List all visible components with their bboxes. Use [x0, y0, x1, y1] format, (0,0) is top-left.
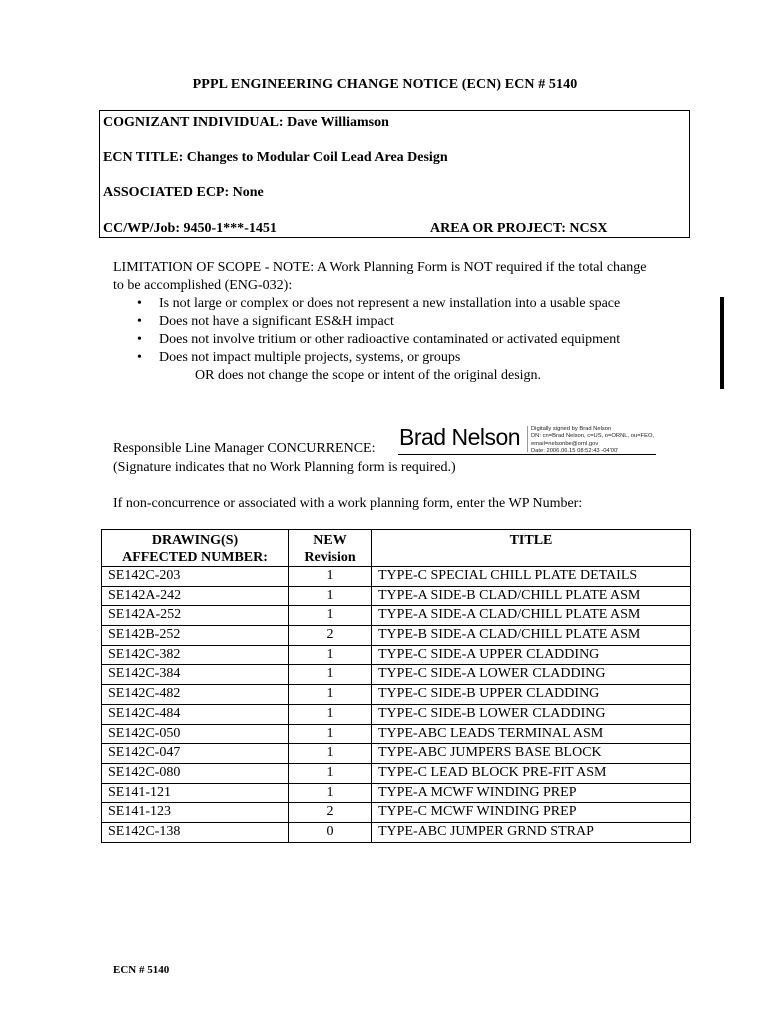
drawing-number-cell: SE142A-242	[102, 586, 289, 606]
area-or-project: AREA OR PROJECT: NCSX	[430, 221, 608, 236]
table-header-row	[102, 530, 691, 567]
title-cell: TYPE-C MCWF WINDING PREP	[372, 803, 691, 823]
title-cell: TYPE-A SIDE-B CLAD/CHILL PLATE ASM	[372, 586, 691, 606]
table-row	[102, 645, 691, 665]
title-cell: TYPE-C SIDE-A UPPER CLADDING	[372, 645, 691, 665]
list-item: • Does not impact multiple projects, systems, or groups	[137, 350, 461, 365]
drawing-number-cell: SE141-123	[102, 803, 289, 823]
ecn-title: ECN TITLE: Changes to Modular Coil Lead Area Design	[103, 150, 448, 165]
title-cell: TYPE-ABC JUMPER GRND STRAP	[372, 822, 691, 842]
change-bar	[720, 297, 724, 389]
revision-cell: 1	[289, 606, 372, 626]
table-row	[102, 822, 691, 842]
table-row	[102, 606, 691, 626]
bullet-icon: •	[137, 350, 142, 365]
title-cell: TYPE-C SIDE-A LOWER CLADDING	[372, 665, 691, 685]
drawing-number-cell: SE141-121	[102, 783, 289, 803]
revision-cell: 1	[289, 704, 372, 724]
revision-cell: 1	[289, 724, 372, 744]
drawing-number-cell: SE142C-484	[102, 704, 289, 724]
signature-note: (Signature indicates that no Work Planning form is required.)	[113, 460, 456, 475]
revision-cell: 1	[289, 665, 372, 685]
revision-cell: 1	[289, 567, 372, 587]
revision-cell: 2	[289, 803, 372, 823]
drawing-number-cell: SE142C-050	[102, 724, 289, 744]
list-item: • Is not large or complex or does not represent a new installation into a usable space	[137, 296, 621, 311]
cognizant-individual: COGNIZANT INDIVIDUAL: Dave Williamson	[103, 115, 389, 130]
associated-ecp: ASSOCIATED ECP: None	[103, 185, 264, 200]
table-row	[102, 763, 691, 783]
table-row	[102, 567, 691, 587]
concurrence-label: Responsible Line Manager CONCURRENCE:	[113, 441, 376, 456]
limitation-bullets	[113, 295, 650, 385]
table-row	[102, 665, 691, 685]
list-item: • Does not involve tritium or other radioactive contaminated or activated equipment	[137, 332, 621, 347]
header-new-revision: NEW Revision	[289, 530, 372, 567]
or-clause: OR does not change the scope or intent of the original design.	[195, 368, 542, 383]
header-drawing-number: DRAWING(S) AFFECTED NUMBER:	[102, 530, 289, 567]
drawings-table	[101, 529, 691, 843]
cc-wp-job: CC/WP/Job: 9450-1***-1451	[103, 221, 277, 236]
table-row	[102, 744, 691, 764]
drawing-number-cell: SE142C-482	[102, 685, 289, 705]
revision-cell: 2	[289, 626, 372, 646]
drawing-number-cell: SE142C-080	[102, 763, 289, 783]
revision-cell: 1	[289, 744, 372, 764]
table-row	[102, 803, 691, 823]
drawing-number-cell: SE142A-252	[102, 606, 289, 626]
title-cell: TYPE-A SIDE-A CLAD/CHILL PLATE ASM	[372, 606, 691, 626]
revision-cell: 1	[289, 645, 372, 665]
drawing-number-cell: SE142C-382	[102, 645, 289, 665]
table-row	[102, 626, 691, 646]
footer-ecn-number: ECN # 5140	[113, 964, 170, 976]
revision-cell: 1	[289, 783, 372, 803]
bullet-icon: •	[137, 314, 142, 329]
table-row	[102, 586, 691, 606]
title-cell: TYPE-ABC LEADS TERMINAL ASM	[372, 724, 691, 744]
non-concurrence-note: If non-concurrence or associated with a work planning form, enter the WP Number:	[113, 496, 583, 511]
title-cell: TYPE-C SPECIAL CHILL PLATE DETAILS	[372, 567, 691, 587]
revision-cell: 1	[289, 586, 372, 606]
list-item: • Does not have a significant ES&H impact	[137, 314, 394, 329]
signature-line	[398, 454, 656, 455]
table-row	[102, 685, 691, 705]
revision-cell: 1	[289, 763, 372, 783]
bullet-icon: •	[137, 296, 142, 311]
limitation-of-scope: LIMITATION OF SCOPE - NOTE: A Work Planning Form is NOT required if the total change to be accomplished (ENG-032):	[113, 260, 647, 293]
revision-cell: 1	[289, 685, 372, 705]
title-cell: TYPE-C SIDE-B LOWER CLADDING	[372, 704, 691, 724]
table-row	[102, 724, 691, 744]
table-row	[102, 783, 691, 803]
header-title: TITLE	[372, 530, 691, 567]
drawing-number-cell: SE142C-138	[102, 822, 289, 842]
revision-cell: 0	[289, 822, 372, 842]
drawing-number-cell: SE142C-203	[102, 567, 289, 587]
document-title: PPPL ENGINEERING CHANGE NOTICE (ECN) ECN # 5140	[192, 77, 578, 92]
digital-signature-details: Digitally signed by Brad Nelson DN: cn=Brad Nelson, c=US, o=ORNL, ou=FEO, email=nelsonbe@ornl.gov Date: 2006.06.15 08:52:43 -04'00'	[531, 426, 655, 455]
title-cell: TYPE-C SIDE-B UPPER CLADDING	[372, 685, 691, 705]
ecn-info-box	[99, 110, 690, 238]
drawing-number-cell: SE142C-047	[102, 744, 289, 764]
table-row	[102, 704, 691, 724]
title-cell: TYPE-B SIDE-A CLAD/CHILL PLATE ASM	[372, 626, 691, 646]
drawing-number-cell: SE142B-252	[102, 626, 289, 646]
title-cell: TYPE-ABC JUMPERS BASE BLOCK	[372, 744, 691, 764]
signature-divider	[527, 426, 528, 452]
title-cell: TYPE-C LEAD BLOCK PRE-FIT ASM	[372, 763, 691, 783]
drawing-number-cell: SE142C-384	[102, 665, 289, 685]
bullet-icon: •	[137, 332, 142, 347]
title-cell: TYPE-A MCWF WINDING PREP	[372, 783, 691, 803]
signature-name: Brad Nelson	[399, 424, 521, 450]
